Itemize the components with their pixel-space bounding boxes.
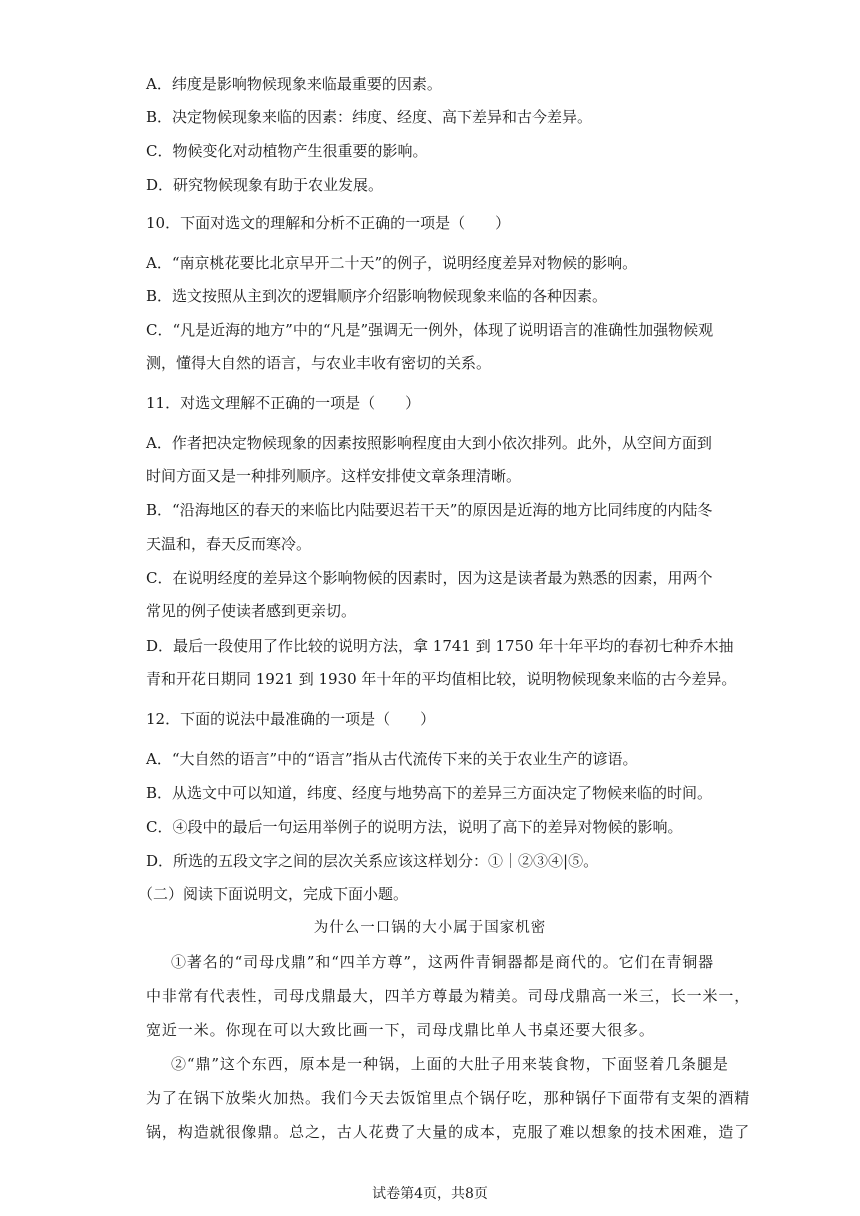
article-title: 为什么一口锅的大小属于国家机密 bbox=[313, 920, 547, 936]
q12-option-d: D．所选的五段文字之间的层次关系应该这样划分：①｜②③④|⑤。 bbox=[146, 852, 599, 870]
q11-option-d-line1: D．最后一段使用了作比较的说明方法，拿 1741 到 1750 年十年平均的春初七种乔木抽 bbox=[146, 637, 734, 655]
section-heading: （二）阅读下面说明文，完成下面小题。 bbox=[138, 885, 409, 903]
article-para1-line3: 宽近一米。你现在可以大致比画一下，司母戊鼎比单人书桌还要大很多。 bbox=[146, 1021, 655, 1039]
q12-option-c: C．④段中的最后一句运用举例子的说明方法，说明了高下的差异对物候的影响。 bbox=[146, 818, 683, 836]
article-para2-line1: ②“鼎”这个东西，原本是一种锅，上面的大肚子用来装食物，下面竖着几条腿是 bbox=[171, 1055, 729, 1073]
q11-option-d-line2: 青和开花日期同 1921 到 1930 年十年的平均值相比较，说明物候现象来临的古今差异。 bbox=[146, 670, 737, 688]
q9-option-d: D．研究物候现象有助于农业发展。 bbox=[146, 176, 384, 194]
q10-option-b: B．选文按照从主到次的逻辑顺序介绍影响物候现象来临的各种因素。 bbox=[146, 287, 608, 305]
q9-option-b: B．决定物候现象来临的因素：纬度、经度、高下差异和古今差异。 bbox=[146, 108, 593, 126]
q9-option-a: A．纬度是影响物候现象来临最重要的因素。 bbox=[146, 75, 442, 93]
q11-option-b-line2: 天温和，春天反而寒冷。 bbox=[146, 535, 312, 553]
q12-option-b: B．从选文中可以知道，纬度、经度与地势高下的差异三方面决定了物候来临的时间。 bbox=[146, 784, 713, 802]
article-para2-line2: 为了在锅下放柴火加热。我们今天去饭馆里点个锅仔吃，那种锅仔下面带有支架的酒精 bbox=[146, 1089, 751, 1107]
q10-option-c-line2: 测，懂得大自然的语言，与农业丰收有密切的关系。 bbox=[146, 354, 492, 372]
q10-stem: 10．下面对选文的理解和分析不正确的一项是（ ） bbox=[146, 214, 511, 232]
article-para1-line1: ①著名的“司母戊鼎”和“四羊方尊”，这两件青铜器都是商代的。它们在青铜器 bbox=[171, 953, 715, 971]
q11-stem: 11．对选文理解不正确的一项是（ ） bbox=[146, 394, 421, 412]
q10-option-c-line1: C．“凡是近海的地方”中的“凡是”强调无一例外，体现了说明语言的准确性加强物候观 bbox=[146, 321, 714, 339]
page-footer: 试卷第4页，共8页 bbox=[372, 1186, 488, 1202]
q11-option-c-line2: 常见的例子使读者感到更亲切。 bbox=[146, 602, 357, 620]
q11-option-c-line1: C．在说明经度的差异这个影响物候的因素时，因为这是读者最为熟悉的因素，用两个 bbox=[146, 569, 713, 587]
q10-option-a: A．“南京桃花要比北京早开二十天”的例子，说明经度差异对物候的影响。 bbox=[146, 254, 638, 272]
q12-option-a: A．“大自然的语言”中的“语言”指从古代流传下来的关于农业生产的谚语。 bbox=[146, 750, 638, 768]
q12-stem: 12．下面的说法中最准确的一项是（ ） bbox=[146, 710, 436, 728]
q11-option-b-line1: B．“沿海地区的春天的来临比内陆要迟若干天”的原因是近海的地方比同纬度的内陆冬 bbox=[146, 501, 713, 519]
article-para2-line3: 锅，构造就很像鼎。总之，古人花费了大量的成本，克服了难以想象的技术困难，造了 bbox=[146, 1123, 751, 1141]
q11-option-a-line1: A．作者把决定物候现象的因素按照影响程度由大到小依次排列。此外，从空间方面到 bbox=[146, 434, 712, 452]
q9-option-c: C．物候变化对动植物产生很重要的影响。 bbox=[146, 142, 428, 160]
q11-option-a-line2: 时间方面又是一种排列顺序。这样安排使文章条理清晰。 bbox=[146, 467, 522, 485]
article-para1-line2: 中非常有代表性，司母戊鼎最大，四羊方尊最为精美。司母戊鼎高一米三，长一米一， bbox=[146, 987, 751, 1005]
